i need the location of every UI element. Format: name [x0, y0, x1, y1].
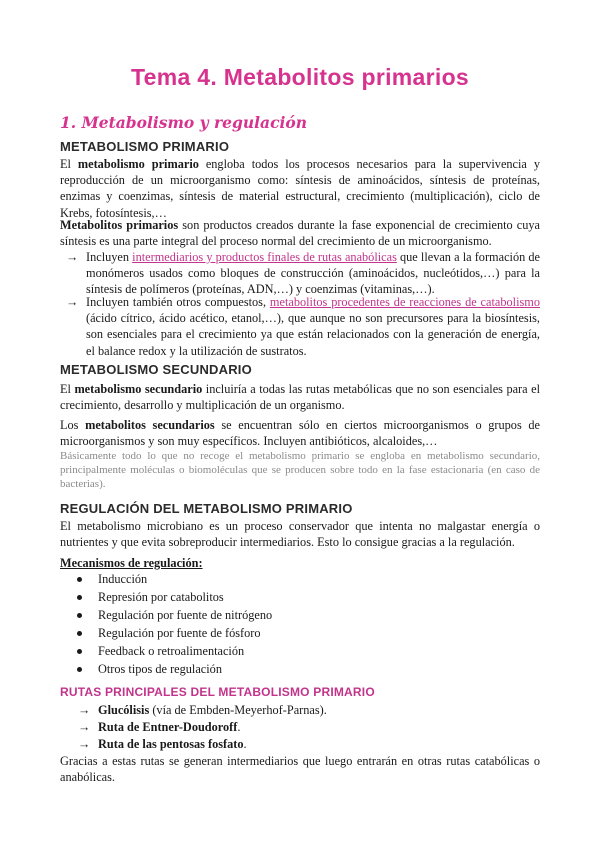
bullet-icon	[77, 613, 82, 618]
arrow-icon: →	[66, 250, 79, 264]
heading-metabolismo-secundario: METABOLISMO SECUNDARIO	[60, 362, 252, 377]
paragraph-metabolitos-primarios: Metabolitos primarios son productos creados durante la fase exponencial de crecimiento cuya síntesis es una parte integral del proceso normal del crecimiento de un microorganismo.	[60, 218, 540, 249]
list-item: → Ruta de las pentosas fosfato.	[78, 737, 247, 751]
arrow-icon: →	[78, 703, 91, 717]
paragraph-metabolitos-secundarios: Los metabolitos secundarios se encuentran sólo en ciertos microorganismos o grupos de microorganismos y son muy específicos. Incluyen antibióticos, alcaloides,…	[60, 418, 540, 449]
arrow-icon: →	[66, 295, 79, 309]
page-title: Tema 4. Metabolitos primarios	[130, 64, 470, 90]
arrow-icon: →	[78, 720, 91, 734]
list-item: → Ruta de Entner-Doudoroff.	[78, 720, 241, 734]
section-heading-metabolismo-regulacion: 1. Metabolismo y regulación	[60, 113, 308, 132]
bold-term: Metabolitos primarios	[60, 218, 179, 232]
rutas-list	[78, 702, 327, 753]
note-secundario: Básicamente todo lo que no recoge el metabolismo primario se engloba en metabolismo secundario, principalmente moléculas o biomoléculas que se producen sobre todo en la fase estacionaria (en caso de bacterias).	[60, 450, 540, 491]
paragraph-metabolismo-secundario: El metabolismo secundario incluiría a todas las rutas metabólicas que no son esenciales para el crecimiento, desarrollo y multiplicación de un organismo.	[60, 382, 540, 413]
paragraph-closing: Gracias a estas rutas se generan intermediarios que luego entrarán en otras rutas catabólicas o anabólicas.	[60, 754, 540, 785]
bullet-icon	[77, 595, 82, 600]
arrow-item-anabolicas: → Incluyen intermediarios y productos finales de rutas anabólicas que llevan a la formación de monómeros usados como bloques de construcción (aminoácidos, nucleótidos,…) para la síntesis de polímeros (proteínas, ADN,…) y coenzimas (vitaminas,…).	[66, 250, 540, 297]
list-item: Inducción	[60, 571, 272, 589]
bullet-icon	[77, 577, 82, 582]
bullet-icon	[77, 649, 82, 654]
mechanisms-list	[60, 571, 272, 679]
mechanisms-title: Mecanismos de regulación:	[60, 556, 203, 570]
highlight-link[interactable]: intermediarios y productos finales de rutas anabólicas	[132, 250, 397, 264]
list-item: Regulación por fuente de fósforo	[60, 625, 272, 643]
bold-term: metabolismo primario	[77, 157, 199, 171]
list-item: Otros tipos de regulación	[60, 661, 272, 679]
bullet-icon	[77, 631, 82, 636]
list-item: Regulación por fuente de nitrógeno	[60, 607, 272, 625]
list-item: → Glucólisis (vía de Embden-Meyerhof-Parnas).	[78, 703, 327, 717]
bold-term: metabolismo secundario	[74, 382, 203, 396]
list-item: Represión por catabolitos	[60, 589, 272, 607]
list-item: Feedback o retroalimentación	[60, 643, 272, 661]
arrow-icon: →	[78, 737, 91, 751]
arrow-item-catabolismo: → Incluyen también otros compuestos, metabolitos procedentes de reacciones de catabolismo (ácido cítrico, ácido acético, etanol,…), que aunque no son precursores para la biosíntesis, son esenciales para el crecimiento ya que están relacionados con la generación de energía, el balance redox y la utilización de sustratos.	[66, 295, 540, 358]
paragraph-regulacion: El metabolismo microbiano es un proceso conservador que intenta no malgastar energía o nutrientes y que evita sobreproducir intermediarios. Esto lo consigue gracias a la regulación.	[60, 519, 540, 550]
paragraph-metabolismo-primario: El metabolismo primario engloba todos los procesos necesarios para la supervivencia y reproducción de un microorganismo como: síntesis de aminoácidos, síntesis de proteínas, enzimas y coenzimas, síntesis de material estructural, crecimiento (multiplicación), ciclo de Krebs, fotosíntesis,…	[60, 157, 540, 220]
bold-term: metabolitos secundarios	[85, 418, 215, 432]
heading-metabolismo-primario: METABOLISMO PRIMARIO	[60, 139, 230, 154]
bullet-icon	[77, 667, 82, 672]
heading-regulacion: REGULACIÓN DEL METABOLISMO PRIMARIO	[60, 501, 353, 516]
heading-rutas-principales: RUTAS PRINCIPALES DEL METABOLISMO PRIMARIO	[60, 685, 375, 699]
highlight-link[interactable]: metabolitos procedentes de reacciones de catabolismo	[269, 295, 540, 309]
